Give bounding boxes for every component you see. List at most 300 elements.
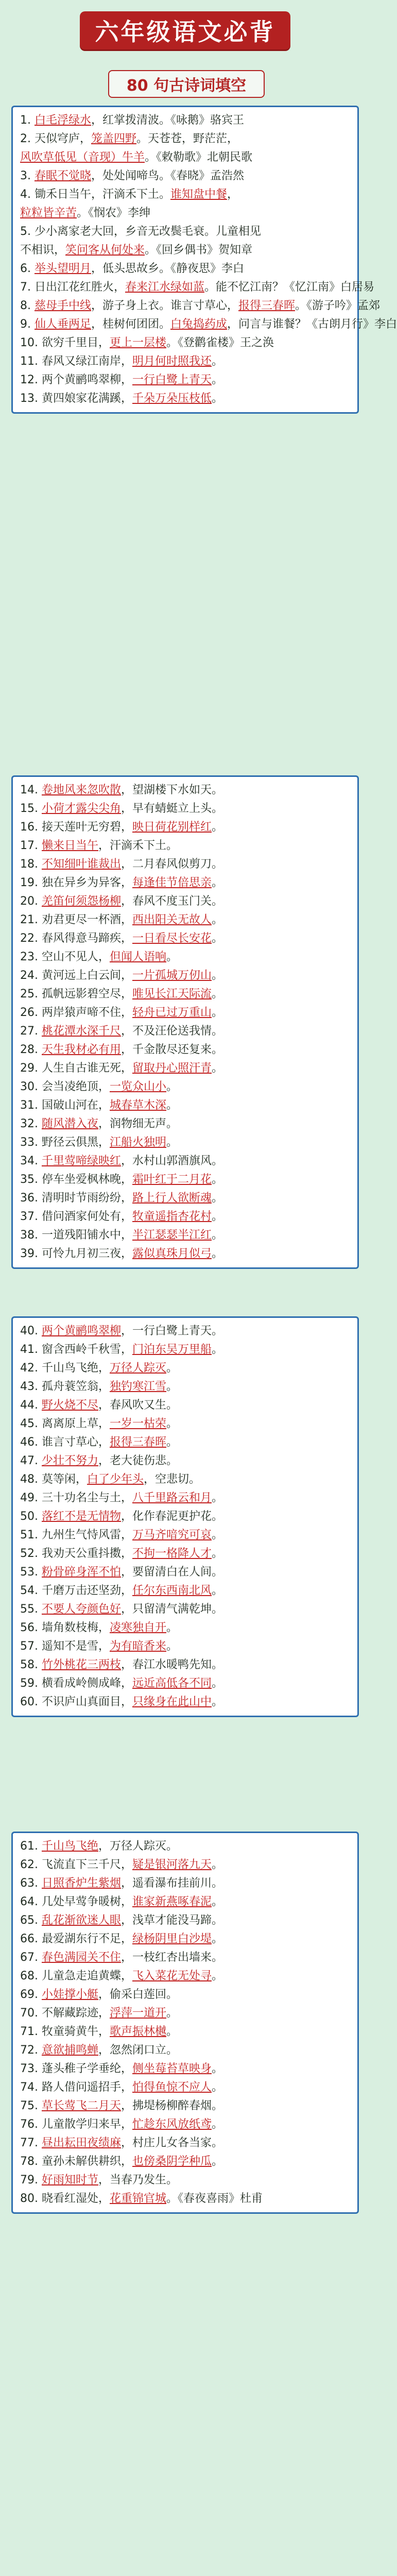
- quote-line: [13, 1189, 357, 1208]
- answer-text: 只缘身在此山中: [132, 1696, 212, 1708]
- prompt-text: 。: [212, 821, 223, 834]
- prompt-text: 。《登鹳雀楼》王之涣: [166, 336, 274, 349]
- answer-text: 两个黄鹂鸣翠柳: [41, 1325, 121, 1337]
- prompt-text: 。: [212, 1696, 223, 1708]
- prompt-text: 69.: [20, 1988, 42, 2001]
- quote-line: [13, 1948, 357, 1967]
- quote-line: [13, 1600, 357, 1619]
- prompt-text: 39. 可怜九月初三夜，: [20, 1247, 132, 1260]
- answer-text: 千山鸟飞绝: [41, 1840, 98, 1853]
- prompt-text: 6.: [20, 262, 34, 275]
- quote-line: [13, 911, 357, 929]
- quote-line: [13, 1489, 357, 1507]
- prompt-text: 。天苍苍，野茫茫，: [136, 132, 239, 145]
- prompt-text: 1.: [20, 114, 34, 127]
- prompt-text: ，当春乃发生。: [98, 2174, 178, 2187]
- prompt-text: 3.: [20, 170, 34, 182]
- prompt-text: 。: [166, 2007, 178, 2020]
- quote-line: [13, 1115, 357, 1133]
- quote-line: [13, 241, 357, 260]
- answer-text: 霜叶红于二月花: [132, 1173, 212, 1186]
- answer-text: 凌寒独自开: [109, 1621, 166, 1634]
- answer-text: 昼出耘田夜绩麻: [41, 2137, 121, 2149]
- answer-text: 门泊东吴万里船: [132, 1343, 212, 1356]
- prompt-text: ，润物细无声。: [98, 1117, 178, 1130]
- prompt-text: 。: [212, 932, 223, 945]
- answer-text: 报得三春晖: [109, 1436, 166, 1449]
- quote-line: [13, 260, 357, 278]
- answer-text: 春色满园关不住: [41, 1951, 121, 1964]
- prompt-text: ，老大徒伤悲。: [98, 1454, 178, 1467]
- prompt-text: ，红掌拨清波。《咏鹅》骆宾王: [91, 114, 245, 127]
- answer-text: 风吹草低见（音现）牛羊: [20, 151, 145, 164]
- prompt-text: 。: [212, 1970, 223, 1982]
- quote-line: [13, 1986, 357, 2004]
- prompt-text: 78. 童孙未解供耕织，: [20, 2155, 132, 2168]
- answer-text: 日照香炉生紫烟: [41, 1877, 121, 1890]
- answer-text: 每逢佳节倍思亲: [132, 876, 212, 889]
- quote-line: [13, 837, 357, 855]
- prompt-text: 23. 空山不见人，: [20, 951, 110, 963]
- prompt-text: 46. 谁言寸草心，: [20, 1436, 110, 1449]
- quote-line: [13, 1893, 357, 1911]
- prompt-text: 。: [166, 1621, 178, 1634]
- quote-line: [13, 1322, 357, 1341]
- prompt-text: 52. 我劝天公重抖擞，: [20, 1547, 132, 1560]
- answer-text: 白兔捣药成: [170, 318, 228, 331]
- prompt-text: 28.: [20, 1043, 42, 1056]
- prompt-text: 18.: [20, 858, 42, 871]
- prompt-text: 73. 蓬头稚子学垂纶，: [20, 2062, 132, 2075]
- quote-line: [13, 130, 357, 148]
- answer-text: 野火烧不尽: [41, 1399, 98, 1412]
- answer-text: 一岁一枯荣: [109, 1417, 166, 1430]
- quote-line: [13, 2023, 357, 2041]
- prompt-text: 80. 晓看红湿处，: [20, 2192, 110, 2205]
- answer-text: 牧童遥指杏花村: [132, 1210, 212, 1223]
- quote-line: [13, 1096, 357, 1115]
- quote-line: [13, 948, 357, 967]
- prompt-text: 。: [212, 355, 223, 368]
- quote-line: [13, 1078, 357, 1096]
- prompt-text: 不相识，: [20, 244, 66, 257]
- prompt-text: 。能不忆江南？《忆江南》白居易: [204, 281, 375, 294]
- prompt-text: ，春江水暖鸭先知。: [121, 1658, 223, 1671]
- quote-line: [13, 2171, 357, 2190]
- answer-text: 笼盖四野: [91, 132, 136, 145]
- answer-text: 千朵万朵压枝低: [132, 392, 212, 405]
- prompt-text: ，处处闻啼鸟。《春晓》孟浩然: [91, 170, 245, 182]
- answer-text: 为有暗香来: [109, 1640, 166, 1653]
- prompt-text: 75.: [20, 2099, 42, 2112]
- prompt-text: 12. 两个黄鹂鸣翠柳，: [20, 374, 132, 386]
- prompt-text: ，春风吹又生。: [98, 1399, 178, 1412]
- quote-line: [13, 223, 357, 241]
- answer-text: 谁知盘中餐: [170, 188, 227, 201]
- quote-line: [13, 1226, 357, 1245]
- prompt-text: 47.: [20, 1454, 42, 1467]
- answer-text: 八千里路云和月: [132, 1492, 212, 1504]
- prompt-text: 。: [212, 2118, 223, 2131]
- quote-line: [13, 278, 375, 297]
- answer-text: 不拘一格降人才: [132, 1547, 212, 1560]
- quote-line: [13, 1452, 357, 1470]
- prompt-text: ，拂堤杨柳醉春烟。: [121, 2099, 223, 2112]
- quote-line: [13, 855, 357, 874]
- prompt-text: 11. 春风又绿江南岸，: [20, 355, 132, 368]
- prompt-text: 9.: [20, 318, 34, 331]
- prompt-text: 。: [212, 2155, 223, 2168]
- quote-section: [11, 775, 359, 1269]
- answer-text: 羌笛何须怨杨柳: [41, 895, 121, 908]
- answer-text: 城春草木深: [109, 1099, 166, 1112]
- prompt-text: 。: [212, 1895, 223, 1908]
- prompt-text: 19. 独在异乡为异客，: [20, 876, 132, 889]
- prompt-text: ，汗滴禾下土。: [98, 839, 178, 852]
- prompt-text: 7. 日出江花红胜火，: [20, 281, 125, 294]
- quote-line: [13, 2190, 357, 2208]
- quote-line: [13, 967, 357, 985]
- quote-line: [13, 2041, 357, 2060]
- answer-text: 好雨知时节: [41, 2174, 98, 2187]
- quote-line: [13, 371, 357, 389]
- prompt-text: 。: [166, 1099, 178, 1112]
- quote-line: [13, 167, 357, 185]
- prompt-text: 34.: [20, 1155, 42, 1167]
- prompt-text: ，化作春泥更护花。: [121, 1510, 223, 1523]
- answer-text: 笑问客从何处来: [65, 244, 145, 257]
- quote-line: [13, 1152, 357, 1171]
- quote-line: [13, 2078, 357, 2097]
- quote-line: [13, 1563, 357, 1582]
- quote-line: [13, 1693, 357, 1711]
- prompt-text: 55.: [20, 1603, 42, 1616]
- quote-line: [13, 1041, 357, 1059]
- prompt-text: ，一行白鹭上青天。: [121, 1325, 223, 1337]
- prompt-text: 32.: [20, 1117, 42, 1130]
- prompt-text: 74. 路人借问遥招手，: [20, 2081, 132, 2094]
- answer-text: 歌声振林樾: [109, 2025, 166, 2038]
- prompt-text: ，浅草才能没马蹄。: [121, 1914, 223, 1927]
- prompt-text: 65.: [20, 1914, 42, 1927]
- answer-text: 留取丹心照汗青: [132, 1062, 212, 1075]
- prompt-text: 62. 飞流直下三千尺，: [20, 1858, 132, 1871]
- prompt-text: ，村庄儿女各当家。: [121, 2137, 223, 2149]
- prompt-text: 35. 停车坐爱枫林晚，: [20, 1173, 132, 1186]
- prompt-text: 。: [166, 1380, 178, 1393]
- prompt-text: 67.: [20, 1951, 42, 1964]
- prompt-text: 76. 儿童散学归来早，: [20, 2118, 132, 2131]
- prompt-text: 44.: [20, 1399, 42, 1412]
- prompt-text: 24. 黄河远上白云间，: [20, 969, 132, 982]
- answer-text: 浮萍一道开: [109, 2007, 166, 2020]
- prompt-text: 59. 横看成岭侧成峰，: [20, 1677, 132, 1690]
- answer-text: 忙趁东风放纸鸢: [132, 2118, 212, 2131]
- quote-line: [13, 1341, 357, 1359]
- quote-line: [13, 1911, 357, 1930]
- prompt-text: ，桂树何团团。: [91, 318, 171, 331]
- answer-text: 落红不是无情物: [41, 1510, 121, 1523]
- prompt-text: 20.: [20, 895, 42, 908]
- answer-text: 明月何时照我还: [132, 355, 212, 368]
- quote-line: [13, 1837, 357, 1856]
- answer-text: 桃花潭水深千尺: [41, 1025, 121, 1038]
- prompt-text: 。: [212, 1584, 223, 1597]
- prompt-text: ，忽然闭口立。: [98, 2044, 178, 2057]
- prompt-text: 61.: [20, 1840, 42, 1853]
- prompt-text: 。《回乡偶书》贺知章: [145, 244, 253, 257]
- prompt-text: 。: [212, 1492, 223, 1504]
- quote-line: [13, 297, 381, 315]
- answer-text: 春来江水绿如蓝: [125, 281, 204, 294]
- prompt-text: 。: [212, 1247, 223, 1260]
- prompt-text: 。: [166, 1362, 178, 1375]
- answer-text: 花重锦官城: [109, 2192, 166, 2205]
- prompt-text: 36. 清明时节雨纷纷，: [20, 1192, 132, 1205]
- answer-text: 不知细叶谁裁出: [41, 858, 121, 871]
- quote-line: [13, 315, 397, 334]
- answer-text: 任尔东西南北风: [132, 1584, 212, 1597]
- answer-text: 独钓寒江雪: [109, 1380, 166, 1393]
- prompt-text: 2. 天似穹庐，: [20, 132, 91, 145]
- quote-line: [13, 1208, 357, 1226]
- prompt-text: 。: [212, 876, 223, 889]
- quote-line: [13, 1415, 357, 1433]
- quote-section: [11, 106, 397, 414]
- prompt-text: 5. 少小离家老大回，乡音无改鬓毛衰。儿童相见: [20, 225, 261, 238]
- answer-text: 映日荷花别样红: [132, 821, 212, 834]
- prompt-text: 77.: [20, 2137, 42, 2149]
- prompt-text: 。: [212, 1529, 223, 1541]
- answer-text: 唯见长江天际流: [132, 988, 212, 1001]
- prompt-text: 70. 不解藏踪迹，: [20, 2007, 110, 2020]
- prompt-text: 。: [212, 1006, 223, 1019]
- prompt-text: 38. 一道残阳铺水中，: [20, 1229, 132, 1242]
- prompt-text: 14.: [20, 784, 42, 796]
- prompt-text: 50.: [20, 1510, 42, 1523]
- quote-line: [13, 1545, 357, 1563]
- quote-line: [13, 1856, 357, 1874]
- prompt-text: ，遥看瀑布挂前川。: [121, 1877, 223, 1890]
- quote-line: [13, 781, 357, 800]
- answer-text: 一日看尽长安花: [132, 932, 212, 945]
- prompt-text: 17.: [20, 839, 42, 852]
- quote-line: [13, 1396, 357, 1415]
- prompt-text: ，二月春风似剪刀。: [121, 858, 223, 871]
- quote-line: [13, 1433, 357, 1452]
- prompt-text: ，早有蜻蜓立上头。: [121, 802, 223, 815]
- prompt-text: 37. 借问酒家何处有，: [20, 1210, 132, 1223]
- answer-text: 西出阳关无故人: [132, 913, 212, 926]
- answer-text: 白毛浮绿水: [34, 114, 91, 127]
- quote-line: [13, 1619, 357, 1637]
- answer-text: 懒来日当午: [41, 839, 98, 852]
- answer-text: 粉骨碎身浑不怕: [41, 1566, 121, 1579]
- answer-text: 半江瑟瑟半江红: [132, 1229, 212, 1242]
- prompt-text: 30. 会当凌绝顶，: [20, 1080, 110, 1093]
- quote-line: [13, 1526, 357, 1545]
- prompt-text: 。: [212, 374, 223, 386]
- prompt-text: 。: [212, 913, 223, 926]
- answer-text: 随风潜入夜: [41, 1117, 98, 1130]
- answer-text: 路上行人欲断魂: [132, 1192, 212, 1205]
- prompt-text: 51. 九州生气恃风雷，: [20, 1529, 132, 1541]
- page-title: 六年级语文必背: [80, 11, 290, 49]
- answer-text: 仙人垂两足: [34, 318, 91, 331]
- prompt-text: ，要留清白在人间。: [121, 1566, 223, 1579]
- prompt-text: 64. 几处早莺争暖树，: [20, 1895, 132, 1908]
- prompt-text: 。: [212, 2081, 223, 2094]
- prompt-text: 66. 最爱湖东行不足，: [20, 1933, 132, 1945]
- answer-text: 竹外桃花三两枝: [41, 1658, 121, 1671]
- quote-section: [11, 1832, 359, 2214]
- prompt-text: 71. 牧童骑黄牛，: [20, 2025, 110, 2038]
- prompt-text: ，千金散尽还复来。: [121, 1043, 223, 1056]
- prompt-text: ，一枝红杏出墙来。: [121, 1951, 223, 1964]
- prompt-text: 45. 离离原上草，: [20, 1417, 110, 1430]
- quote-line: [13, 1874, 357, 1893]
- quote-line: [13, 2153, 357, 2171]
- answer-text: 举头望明月: [34, 262, 91, 275]
- quote-line: [13, 1359, 357, 1378]
- prompt-text: 53.: [20, 1566, 42, 1579]
- prompt-text: 。《悯农》李绅: [77, 207, 151, 219]
- title-banner: [0, 0, 370, 62]
- answer-text: 也傍桑阴学种瓜: [132, 2155, 212, 2168]
- quote-line: [13, 1245, 357, 1263]
- page-subtitle: 80 句古诗词填空: [108, 70, 265, 98]
- prompt-text: 。: [212, 1547, 223, 1560]
- answer-text: 意欲捕鸣蝉: [41, 2044, 98, 2057]
- quote-section: [11, 1316, 359, 1717]
- answer-text: 春眠不觉晓: [34, 170, 91, 182]
- answer-text: 粒粒皆辛苦: [20, 207, 77, 219]
- answer-text: 但闻人语响: [109, 951, 166, 963]
- prompt-text: 。: [212, 1192, 223, 1205]
- prompt-text: 。: [212, 1229, 223, 1242]
- prompt-text: 。: [212, 1343, 223, 1356]
- answer-text: 小娃撑小艇: [41, 1988, 98, 2001]
- answer-text: 草长莺飞二月天: [41, 2099, 121, 2112]
- quote-line: [13, 1967, 357, 1986]
- prompt-text: ，望湖楼下水如天。: [121, 784, 223, 796]
- answer-text: 更上一层楼: [109, 336, 166, 349]
- answer-text: 白了少年头: [87, 1473, 144, 1486]
- answer-text: 疑是银河落九天: [132, 1858, 212, 1871]
- answer-text: 远近高低各不同: [132, 1677, 212, 1690]
- prompt-text: ，万径人踪灭。: [98, 1840, 178, 1853]
- prompt-text: 29. 人生自古谁无死，: [20, 1062, 132, 1075]
- prompt-text: 。《游子吟》孟郊: [295, 299, 381, 312]
- prompt-text: 16. 接天莲叶无穷碧，: [20, 821, 132, 834]
- quote-line: [13, 334, 357, 352]
- prompt-text: ，水村山郭酒旗风。: [121, 1155, 223, 1167]
- prompt-text: 。《春夜喜雨》杜甫: [166, 2192, 263, 2205]
- quote-line: [13, 1582, 357, 1600]
- quote-line: [13, 1022, 357, 1041]
- prompt-text: ，偷采白莲回。: [98, 1988, 178, 2001]
- answer-text: 万径人踪灭: [109, 1362, 166, 1375]
- prompt-text: 。: [166, 1080, 178, 1093]
- answer-text: 飞入菜花无处寻: [132, 1970, 212, 1982]
- answer-text: 万马齐喑究可哀: [132, 1529, 212, 1541]
- quote-line: [13, 111, 357, 130]
- prompt-text: 58.: [20, 1658, 42, 1671]
- prompt-text: 。: [166, 1640, 178, 1653]
- prompt-text: 54. 千磨万击还坚劲，: [20, 1584, 132, 1597]
- prompt-text: 21. 劝君更尽一杯酒，: [20, 913, 132, 926]
- prompt-text: ，低头思故乡。《静夜思》李白: [91, 262, 245, 275]
- quote-line: [13, 1637, 357, 1656]
- prompt-text: 。: [212, 1210, 223, 1223]
- answer-text: 不要人夸颜色好: [41, 1603, 121, 1616]
- prompt-text: 27.: [20, 1025, 42, 1038]
- prompt-text: 。: [212, 988, 223, 1001]
- answer-text: 天生我材必有用: [41, 1043, 121, 1056]
- prompt-text: ，游子身上衣。谁言寸草心，: [91, 299, 239, 312]
- prompt-text: 33. 野径云俱黑，: [20, 1136, 110, 1149]
- prompt-text: 26. 两岸猿声啼不住，: [20, 1006, 132, 1019]
- answer-text: 小荷才露尖尖角: [41, 802, 121, 815]
- prompt-text: 。: [212, 1677, 223, 1690]
- prompt-text: 。《敕勒歌》北朝民歌: [145, 151, 253, 164]
- prompt-text: 31. 国破山河在，: [20, 1099, 110, 1112]
- prompt-text: 4. 锄禾日当午，汗滴禾下土。: [20, 188, 170, 201]
- prompt-text: 60. 不识庐山真面目，: [20, 1696, 132, 1708]
- answer-text: 侧坐莓苔草映身: [132, 2062, 212, 2075]
- prompt-text: 43. 孤舟蓑笠翁，: [20, 1380, 110, 1393]
- quote-line: [13, 148, 357, 167]
- answer-text: 报得三春晖: [238, 299, 296, 312]
- prompt-text: ，不及汪伦送我情。: [121, 1025, 223, 1038]
- prompt-text: ，只留清气满乾坤。: [121, 1603, 223, 1616]
- prompt-text: 10. 欲穷千里目，: [20, 336, 110, 349]
- prompt-text: 。: [212, 1933, 223, 1945]
- answer-text: 千里莺啼绿映红: [41, 1155, 121, 1167]
- prompt-text: 。: [166, 1436, 178, 1449]
- quote-line: [13, 1059, 357, 1078]
- quote-line: [13, 1133, 357, 1152]
- quote-line: [13, 2004, 357, 2023]
- answer-text: 怕得鱼惊不应人: [132, 2081, 212, 2094]
- prompt-text: 15.: [20, 802, 42, 815]
- prompt-text: 56. 墙角数枝梅，: [20, 1621, 110, 1634]
- answer-text: 卷地风来忽吹散: [41, 784, 121, 796]
- prompt-text: 。: [212, 2062, 223, 2075]
- quote-line: [13, 1470, 357, 1489]
- quote-line: [13, 1378, 357, 1396]
- answer-text: 一览众山小: [109, 1080, 166, 1093]
- quote-line: [13, 818, 357, 837]
- prompt-text: 。: [166, 2025, 178, 2038]
- quote-line: [13, 2097, 357, 2115]
- prompt-text: 57. 遥知不是雪，: [20, 1640, 110, 1653]
- quote-line: [13, 800, 357, 818]
- answer-text: 乱花渐欲迷人眼: [41, 1914, 121, 1927]
- quote-line: [13, 204, 357, 223]
- prompt-text: ，问言与谁餐？《古朗月行》李白: [227, 318, 397, 331]
- quote-line: [13, 1674, 357, 1693]
- prompt-text: 25. 孤帆远影碧空尽，: [20, 988, 132, 1001]
- prompt-text: 。: [166, 951, 178, 963]
- quote-line: [13, 2134, 357, 2153]
- prompt-text: 68. 儿童急走追黄蝶，: [20, 1970, 132, 1982]
- prompt-text: 8.: [20, 299, 34, 312]
- answer-text: 江船火独明: [109, 1136, 166, 1149]
- prompt-text: 41. 窗含西岭千秋雪，: [20, 1343, 132, 1356]
- quote-line: [13, 874, 357, 892]
- quote-line: [13, 1171, 357, 1189]
